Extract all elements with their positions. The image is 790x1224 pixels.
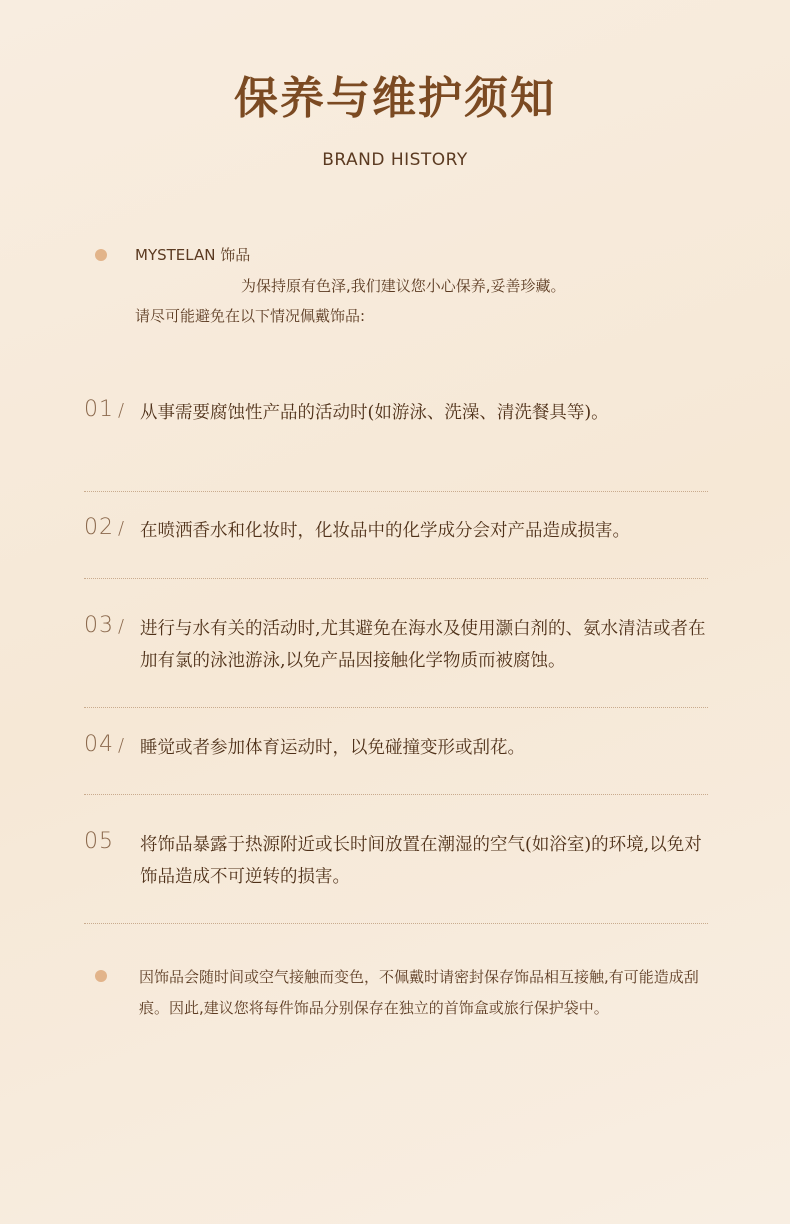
divider xyxy=(84,578,708,579)
intro-line-2: 请尽可能避免在以下情况佩戴饰品: xyxy=(135,307,366,325)
storage-note: 因饰品会随时间或空气接触而变色，不佩戴时请密封保存饰品相互接触,有可能造成刮痕。因此,建议您将每件饰品分别保存在独立的首饰盒或旅行保护袋中。 xyxy=(139,968,699,1017)
divider xyxy=(84,923,708,924)
bullet-dot-icon xyxy=(95,249,107,261)
item-number: 03 / xyxy=(84,613,126,638)
item-text: 进行与水有关的活动时,尤其避免在海水及使用灏白剂的、氨水清洁或者在加有氯的泳池游泳,以免产品因接触化学物质而被腐蚀。 xyxy=(140,619,706,671)
divider xyxy=(84,794,708,795)
intro-line-1: 为保持原有色泽,我们建议您小心保养,妥善珍藏。 xyxy=(241,277,566,295)
item-text: 睡觉或者参加体育运动时，以免碰撞变形或刮花。 xyxy=(140,738,525,758)
item-number: 01 / xyxy=(84,397,126,422)
page-subtitle: BRAND HISTORY xyxy=(322,150,468,170)
divider xyxy=(84,707,708,708)
item-text: 在喷洒香水和化妆时，化妆品中的化学成分会对产品造成损害。 xyxy=(140,521,630,541)
item-text: 将饰品暴露于热源附近或长时间放置在潮湿的空气(如浴室)的环境,以免对饰品造成不可逆转的损害。 xyxy=(140,835,702,887)
item-number: 05 xyxy=(84,829,114,854)
item-number: 04 / xyxy=(84,732,126,757)
intro-brand: MYSTELAN 饰品 xyxy=(135,246,251,264)
bullet-dot-icon xyxy=(95,970,107,982)
page-title: 保养与维护须知 xyxy=(234,73,556,124)
divider xyxy=(84,491,708,492)
item-text: 从事需要腐蚀性产品的活动时(如游泳、洗澡、清洗餐具等)。 xyxy=(140,403,609,423)
item-number: 02 / xyxy=(84,515,126,540)
